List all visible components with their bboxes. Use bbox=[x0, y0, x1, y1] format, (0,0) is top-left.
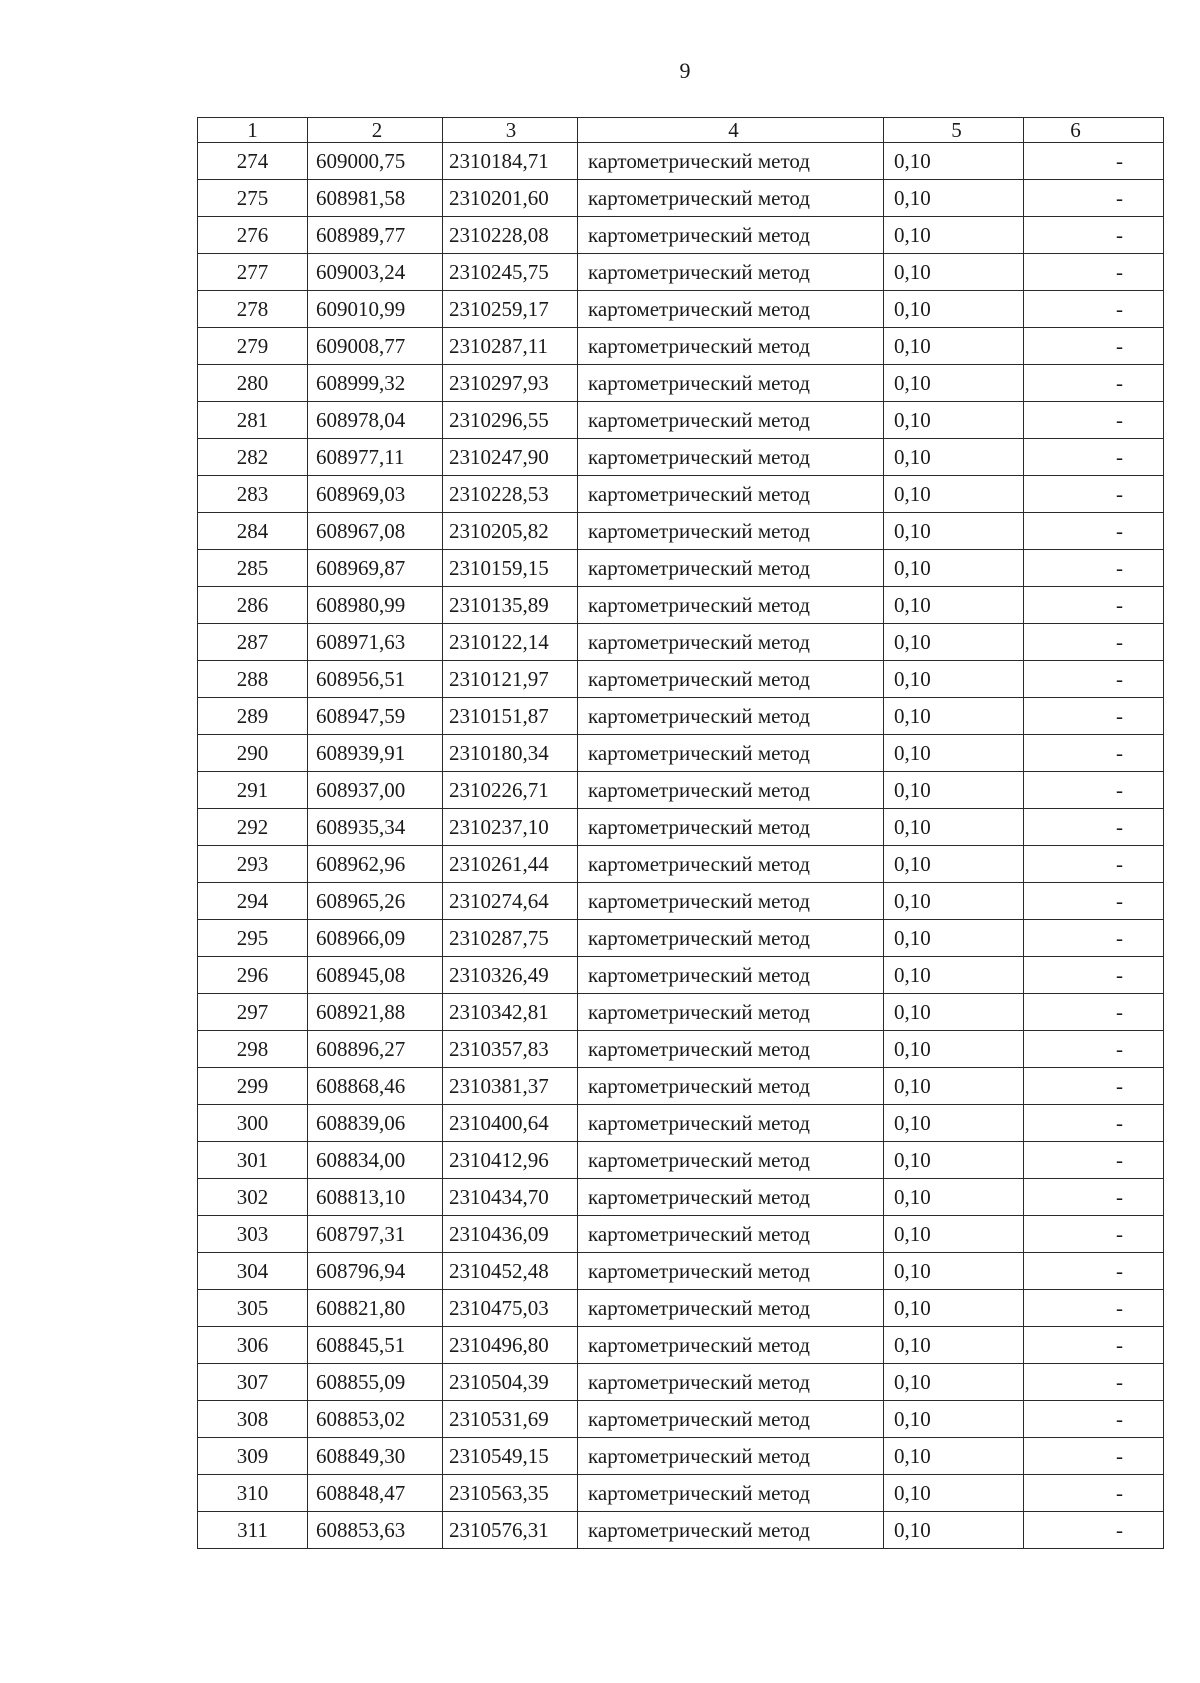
table-row bbox=[198, 735, 1164, 772]
cell-accuracy: 0,10 bbox=[884, 1438, 1024, 1475]
cell-accuracy: 0,10 bbox=[884, 1142, 1024, 1179]
cell-accuracy: 0,10 bbox=[884, 402, 1024, 439]
cell-coord-x: 608969,03 bbox=[308, 476, 443, 513]
cell-accuracy: 0,10 bbox=[884, 994, 1024, 1031]
cell-accuracy: 0,10 bbox=[884, 809, 1024, 846]
cell-accuracy: 0,10 bbox=[884, 661, 1024, 698]
cell-coord-x: 608971,63 bbox=[308, 624, 443, 661]
cell-accuracy: 0,10 bbox=[884, 550, 1024, 587]
cell-point-number: 305 bbox=[198, 1290, 308, 1327]
cell-coord-y: 2310226,71 bbox=[443, 772, 578, 809]
cell-coord-x: 608845,51 bbox=[308, 1327, 443, 1364]
cell-point-number: 283 bbox=[198, 476, 308, 513]
cell-coord-y: 2310135,89 bbox=[443, 587, 578, 624]
cell-coord-x: 608977,11 bbox=[308, 439, 443, 476]
table-row bbox=[198, 1031, 1164, 1068]
cell-point-number: 279 bbox=[198, 328, 308, 365]
cell-note: - bbox=[1024, 994, 1164, 1031]
cell-coord-x: 608978,04 bbox=[308, 402, 443, 439]
cell-point-number: 302 bbox=[198, 1179, 308, 1216]
table-row bbox=[198, 883, 1164, 920]
cell-accuracy: 0,10 bbox=[884, 883, 1024, 920]
cell-coord-y: 2310549,15 bbox=[443, 1438, 578, 1475]
table-row bbox=[198, 661, 1164, 698]
cell-note: - bbox=[1024, 1512, 1164, 1549]
cell-coord-x: 608969,87 bbox=[308, 550, 443, 587]
cell-note: - bbox=[1024, 1105, 1164, 1142]
cell-method: картометрический метод bbox=[578, 587, 884, 624]
cell-method: картометрический метод bbox=[578, 1364, 884, 1401]
cell-accuracy: 0,10 bbox=[884, 254, 1024, 291]
cell-accuracy: 0,10 bbox=[884, 1401, 1024, 1438]
cell-accuracy: 0,10 bbox=[884, 587, 1024, 624]
cell-coord-y: 2310184,71 bbox=[443, 143, 578, 180]
cell-method: картометрический метод bbox=[578, 1512, 884, 1549]
cell-coord-y: 2310412,96 bbox=[443, 1142, 578, 1179]
cell-coord-y: 2310434,70 bbox=[443, 1179, 578, 1216]
table-row bbox=[198, 217, 1164, 254]
table-row bbox=[198, 698, 1164, 735]
cell-coord-y: 2310287,11 bbox=[443, 328, 578, 365]
cell-accuracy: 0,10 bbox=[884, 624, 1024, 661]
cell-coord-x: 609010,99 bbox=[308, 291, 443, 328]
cell-method: картометрический метод bbox=[578, 661, 884, 698]
cell-coord-x: 608956,51 bbox=[308, 661, 443, 698]
cell-coord-y: 2310151,87 bbox=[443, 698, 578, 735]
cell-method: картометрический метод bbox=[578, 328, 884, 365]
cell-coord-x: 608947,59 bbox=[308, 698, 443, 735]
cell-method: картометрический метод bbox=[578, 698, 884, 735]
cell-point-number: 287 bbox=[198, 624, 308, 661]
table-row bbox=[198, 1475, 1164, 1512]
cell-method: картометрический метод bbox=[578, 1031, 884, 1068]
table-row bbox=[198, 1105, 1164, 1142]
cell-coord-y: 2310228,53 bbox=[443, 476, 578, 513]
cell-note: - bbox=[1024, 365, 1164, 402]
table-row bbox=[198, 1364, 1164, 1401]
cell-coord-y: 2310576,31 bbox=[443, 1512, 578, 1549]
cell-method: картометрический метод bbox=[578, 1216, 884, 1253]
cell-method: картометрический метод bbox=[578, 994, 884, 1031]
cell-point-number: 291 bbox=[198, 772, 308, 809]
cell-coord-x: 608797,31 bbox=[308, 1216, 443, 1253]
column-header-1: 1 bbox=[198, 118, 308, 143]
cell-note: - bbox=[1024, 328, 1164, 365]
cell-coord-x: 608945,08 bbox=[308, 957, 443, 994]
cell-method: картометрический метод bbox=[578, 291, 884, 328]
cell-point-number: 280 bbox=[198, 365, 308, 402]
cell-accuracy: 0,10 bbox=[884, 957, 1024, 994]
table-row bbox=[198, 994, 1164, 1031]
cell-coord-y: 2310205,82 bbox=[443, 513, 578, 550]
table-row bbox=[198, 809, 1164, 846]
cell-coord-x: 608853,02 bbox=[308, 1401, 443, 1438]
cell-point-number: 310 bbox=[198, 1475, 308, 1512]
cell-point-number: 290 bbox=[198, 735, 308, 772]
cell-method: картометрический метод bbox=[578, 809, 884, 846]
cell-point-number: 304 bbox=[198, 1253, 308, 1290]
table-body bbox=[198, 143, 1164, 1549]
cell-coord-y: 2310201,60 bbox=[443, 180, 578, 217]
cell-coord-y: 2310357,83 bbox=[443, 1031, 578, 1068]
table-row bbox=[198, 624, 1164, 661]
cell-point-number: 276 bbox=[198, 217, 308, 254]
cell-point-number: 301 bbox=[198, 1142, 308, 1179]
cell-method: картометрический метод bbox=[578, 402, 884, 439]
cell-point-number: 275 bbox=[198, 180, 308, 217]
cell-note: - bbox=[1024, 439, 1164, 476]
cell-coord-y: 2310563,35 bbox=[443, 1475, 578, 1512]
table-row bbox=[198, 587, 1164, 624]
column-header-3: 3 bbox=[443, 118, 578, 143]
cell-accuracy: 0,10 bbox=[884, 920, 1024, 957]
cell-note: - bbox=[1024, 1364, 1164, 1401]
cell-coord-y: 2310381,37 bbox=[443, 1068, 578, 1105]
cell-coord-x: 608839,06 bbox=[308, 1105, 443, 1142]
cell-note: - bbox=[1024, 883, 1164, 920]
table-row bbox=[198, 254, 1164, 291]
cell-point-number: 311 bbox=[198, 1512, 308, 1549]
cell-accuracy: 0,10 bbox=[884, 1105, 1024, 1142]
cell-note: - bbox=[1024, 846, 1164, 883]
cell-method: картометрический метод bbox=[578, 550, 884, 587]
cell-note: - bbox=[1024, 772, 1164, 809]
column-header-2: 2 bbox=[308, 118, 443, 143]
cell-coord-y: 2310452,48 bbox=[443, 1253, 578, 1290]
cell-coord-x: 608981,58 bbox=[308, 180, 443, 217]
cell-coord-y: 2310159,15 bbox=[443, 550, 578, 587]
cell-point-number: 299 bbox=[198, 1068, 308, 1105]
table-row bbox=[198, 143, 1164, 180]
cell-point-number: 278 bbox=[198, 291, 308, 328]
cell-coord-y: 2310261,44 bbox=[443, 846, 578, 883]
cell-note: - bbox=[1024, 1253, 1164, 1290]
cell-accuracy: 0,10 bbox=[884, 1031, 1024, 1068]
cell-coord-y: 2310342,81 bbox=[443, 994, 578, 1031]
cell-coord-y: 2310237,10 bbox=[443, 809, 578, 846]
cell-method: картометрический метод bbox=[578, 439, 884, 476]
cell-accuracy: 0,10 bbox=[884, 1364, 1024, 1401]
cell-method: картометрический метод bbox=[578, 1105, 884, 1142]
cell-coord-y: 2310326,49 bbox=[443, 957, 578, 994]
cell-accuracy: 0,10 bbox=[884, 217, 1024, 254]
table-row bbox=[198, 846, 1164, 883]
cell-point-number: 285 bbox=[198, 550, 308, 587]
cell-method: картометрический метод bbox=[578, 624, 884, 661]
table-row bbox=[198, 1438, 1164, 1475]
cell-coord-y: 2310274,64 bbox=[443, 883, 578, 920]
cell-note: - bbox=[1024, 476, 1164, 513]
cell-coord-y: 2310121,97 bbox=[443, 661, 578, 698]
cell-method: картометрический метод bbox=[578, 143, 884, 180]
cell-point-number: 300 bbox=[198, 1105, 308, 1142]
cell-note: - bbox=[1024, 1438, 1164, 1475]
cell-coord-x: 608965,26 bbox=[308, 883, 443, 920]
cell-coord-x: 608967,08 bbox=[308, 513, 443, 550]
table-row bbox=[198, 1216, 1164, 1253]
table-row bbox=[198, 1290, 1164, 1327]
cell-accuracy: 0,10 bbox=[884, 365, 1024, 402]
cell-accuracy: 0,10 bbox=[884, 291, 1024, 328]
cell-accuracy: 0,10 bbox=[884, 1253, 1024, 1290]
cell-point-number: 274 bbox=[198, 143, 308, 180]
cell-point-number: 307 bbox=[198, 1364, 308, 1401]
table-row bbox=[198, 328, 1164, 365]
table-row bbox=[198, 550, 1164, 587]
cell-coord-x: 608813,10 bbox=[308, 1179, 443, 1216]
cell-coord-y: 2310296,55 bbox=[443, 402, 578, 439]
header-row bbox=[198, 118, 1164, 143]
table-row bbox=[198, 1512, 1164, 1549]
cell-coord-y: 2310504,39 bbox=[443, 1364, 578, 1401]
cell-point-number: 308 bbox=[198, 1401, 308, 1438]
cell-coord-y: 2310228,08 bbox=[443, 217, 578, 254]
cell-note: - bbox=[1024, 291, 1164, 328]
cell-coord-x: 608962,96 bbox=[308, 846, 443, 883]
table-row bbox=[198, 513, 1164, 550]
table-row bbox=[198, 1253, 1164, 1290]
cell-point-number: 292 bbox=[198, 809, 308, 846]
cell-coord-y: 2310297,93 bbox=[443, 365, 578, 402]
cell-coord-x: 608966,09 bbox=[308, 920, 443, 957]
cell-method: картометрический метод bbox=[578, 180, 884, 217]
cell-accuracy: 0,10 bbox=[884, 1290, 1024, 1327]
table-row bbox=[198, 1327, 1164, 1364]
cell-method: картометрический метод bbox=[578, 1253, 884, 1290]
cell-note: - bbox=[1024, 254, 1164, 291]
cell-method: картометрический метод bbox=[578, 1290, 884, 1327]
cell-method: картометрический метод bbox=[578, 513, 884, 550]
cell-note: - bbox=[1024, 809, 1164, 846]
table-row bbox=[198, 1068, 1164, 1105]
cell-method: картометрический метод bbox=[578, 1179, 884, 1216]
cell-coord-y: 2310400,64 bbox=[443, 1105, 578, 1142]
cell-coord-x: 608937,00 bbox=[308, 772, 443, 809]
cell-point-number: 293 bbox=[198, 846, 308, 883]
cell-note: - bbox=[1024, 1475, 1164, 1512]
table-row bbox=[198, 920, 1164, 957]
cell-note: - bbox=[1024, 1401, 1164, 1438]
cell-accuracy: 0,10 bbox=[884, 1475, 1024, 1512]
cell-accuracy: 0,10 bbox=[884, 698, 1024, 735]
cell-point-number: 284 bbox=[198, 513, 308, 550]
cell-accuracy: 0,10 bbox=[884, 772, 1024, 809]
cell-accuracy: 0,10 bbox=[884, 476, 1024, 513]
cell-accuracy: 0,10 bbox=[884, 439, 1024, 476]
table-row bbox=[198, 1401, 1164, 1438]
column-header-5: 5 bbox=[884, 118, 1024, 143]
cell-point-number: 295 bbox=[198, 920, 308, 957]
table-row bbox=[198, 291, 1164, 328]
cell-coord-y: 2310247,90 bbox=[443, 439, 578, 476]
cell-coord-x: 608855,09 bbox=[308, 1364, 443, 1401]
coordinates-table bbox=[197, 117, 1164, 1549]
cell-accuracy: 0,10 bbox=[884, 1216, 1024, 1253]
cell-coord-y: 2310496,80 bbox=[443, 1327, 578, 1364]
cell-coord-y: 2310531,69 bbox=[443, 1401, 578, 1438]
cell-point-number: 288 bbox=[198, 661, 308, 698]
table-row bbox=[198, 772, 1164, 809]
cell-point-number: 294 bbox=[198, 883, 308, 920]
cell-accuracy: 0,10 bbox=[884, 735, 1024, 772]
cell-note: - bbox=[1024, 1142, 1164, 1179]
cell-coord-x: 609008,77 bbox=[308, 328, 443, 365]
page-number: 9 bbox=[679, 58, 691, 83]
cell-point-number: 306 bbox=[198, 1327, 308, 1364]
cell-note: - bbox=[1024, 698, 1164, 735]
cell-note: - bbox=[1024, 180, 1164, 217]
cell-coord-x: 608999,32 bbox=[308, 365, 443, 402]
cell-coord-y: 2310245,75 bbox=[443, 254, 578, 291]
cell-point-number: 303 bbox=[198, 1216, 308, 1253]
cell-coord-y: 2310287,75 bbox=[443, 920, 578, 957]
column-header-6: 6 bbox=[1024, 118, 1164, 143]
table-row bbox=[198, 957, 1164, 994]
table-row bbox=[198, 365, 1164, 402]
cell-accuracy: 0,10 bbox=[884, 143, 1024, 180]
cell-method: картометрический метод bbox=[578, 217, 884, 254]
cell-note: - bbox=[1024, 587, 1164, 624]
cell-note: - bbox=[1024, 1327, 1164, 1364]
cell-note: - bbox=[1024, 624, 1164, 661]
cell-coord-x: 608980,99 bbox=[308, 587, 443, 624]
cell-note: - bbox=[1024, 957, 1164, 994]
cell-note: - bbox=[1024, 1068, 1164, 1105]
cell-coord-y: 2310436,09 bbox=[443, 1216, 578, 1253]
cell-accuracy: 0,10 bbox=[884, 328, 1024, 365]
table-row bbox=[198, 439, 1164, 476]
cell-coord-x: 609003,24 bbox=[308, 254, 443, 291]
cell-method: картометрический метод bbox=[578, 883, 884, 920]
cell-method: картометрический метод bbox=[578, 735, 884, 772]
cell-method: картометрический метод bbox=[578, 846, 884, 883]
table-header bbox=[198, 118, 1164, 143]
cell-accuracy: 0,10 bbox=[884, 846, 1024, 883]
cell-accuracy: 0,10 bbox=[884, 1068, 1024, 1105]
table-row bbox=[198, 180, 1164, 217]
cell-coord-y: 2310259,17 bbox=[443, 291, 578, 328]
cell-method: картометрический метод bbox=[578, 1438, 884, 1475]
cell-method: картометрический метод bbox=[578, 772, 884, 809]
cell-coord-x: 608921,88 bbox=[308, 994, 443, 1031]
cell-coord-x: 608935,34 bbox=[308, 809, 443, 846]
cell-coord-y: 2310475,03 bbox=[443, 1290, 578, 1327]
cell-method: картометрический метод bbox=[578, 1327, 884, 1364]
table-row bbox=[198, 476, 1164, 513]
cell-point-number: 286 bbox=[198, 587, 308, 624]
cell-point-number: 281 bbox=[198, 402, 308, 439]
cell-coord-x: 608796,94 bbox=[308, 1253, 443, 1290]
cell-note: - bbox=[1024, 1290, 1164, 1327]
cell-method: картометрический метод bbox=[578, 1142, 884, 1179]
cell-method: картометрический метод bbox=[578, 1475, 884, 1512]
cell-method: картометрический метод bbox=[578, 1401, 884, 1438]
cell-coord-x: 608848,47 bbox=[308, 1475, 443, 1512]
cell-note: - bbox=[1024, 217, 1164, 254]
cell-point-number: 298 bbox=[198, 1031, 308, 1068]
cell-coord-y: 2310122,14 bbox=[443, 624, 578, 661]
cell-coord-x: 608989,77 bbox=[308, 217, 443, 254]
cell-coord-x: 608834,00 bbox=[308, 1142, 443, 1179]
cell-accuracy: 0,10 bbox=[884, 180, 1024, 217]
cell-note: - bbox=[1024, 1216, 1164, 1253]
cell-point-number: 297 bbox=[198, 994, 308, 1031]
cell-coord-x: 608939,91 bbox=[308, 735, 443, 772]
cell-note: - bbox=[1024, 735, 1164, 772]
table-row bbox=[198, 402, 1164, 439]
cell-method: картометрический метод bbox=[578, 1068, 884, 1105]
cell-point-number: 277 bbox=[198, 254, 308, 291]
cell-point-number: 289 bbox=[198, 698, 308, 735]
cell-accuracy: 0,10 bbox=[884, 1512, 1024, 1549]
cell-coord-x: 609000,75 bbox=[308, 143, 443, 180]
cell-coord-x: 608868,46 bbox=[308, 1068, 443, 1105]
cell-note: - bbox=[1024, 920, 1164, 957]
cell-note: - bbox=[1024, 1179, 1164, 1216]
cell-note: - bbox=[1024, 143, 1164, 180]
cell-coord-x: 608849,30 bbox=[308, 1438, 443, 1475]
cell-note: - bbox=[1024, 1031, 1164, 1068]
column-header-4: 4 bbox=[578, 118, 884, 143]
cell-coord-y: 2310180,34 bbox=[443, 735, 578, 772]
cell-accuracy: 0,10 bbox=[884, 1179, 1024, 1216]
cell-method: картометрический метод bbox=[578, 254, 884, 291]
cell-accuracy: 0,10 bbox=[884, 1327, 1024, 1364]
cell-method: картометрический метод bbox=[578, 957, 884, 994]
cell-accuracy: 0,10 bbox=[884, 513, 1024, 550]
cell-method: картометрический метод bbox=[578, 365, 884, 402]
table-row bbox=[198, 1142, 1164, 1179]
cell-method: картометрический метод bbox=[578, 476, 884, 513]
cell-note: - bbox=[1024, 402, 1164, 439]
cell-note: - bbox=[1024, 661, 1164, 698]
cell-point-number: 282 bbox=[198, 439, 308, 476]
table-row bbox=[198, 1179, 1164, 1216]
cell-coord-x: 608853,63 bbox=[308, 1512, 443, 1549]
cell-point-number: 309 bbox=[198, 1438, 308, 1475]
cell-coord-x: 608821,80 bbox=[308, 1290, 443, 1327]
cell-point-number: 296 bbox=[198, 957, 308, 994]
cell-coord-x: 608896,27 bbox=[308, 1031, 443, 1068]
cell-note: - bbox=[1024, 550, 1164, 587]
cell-method: картометрический метод bbox=[578, 920, 884, 957]
cell-note: - bbox=[1024, 513, 1164, 550]
